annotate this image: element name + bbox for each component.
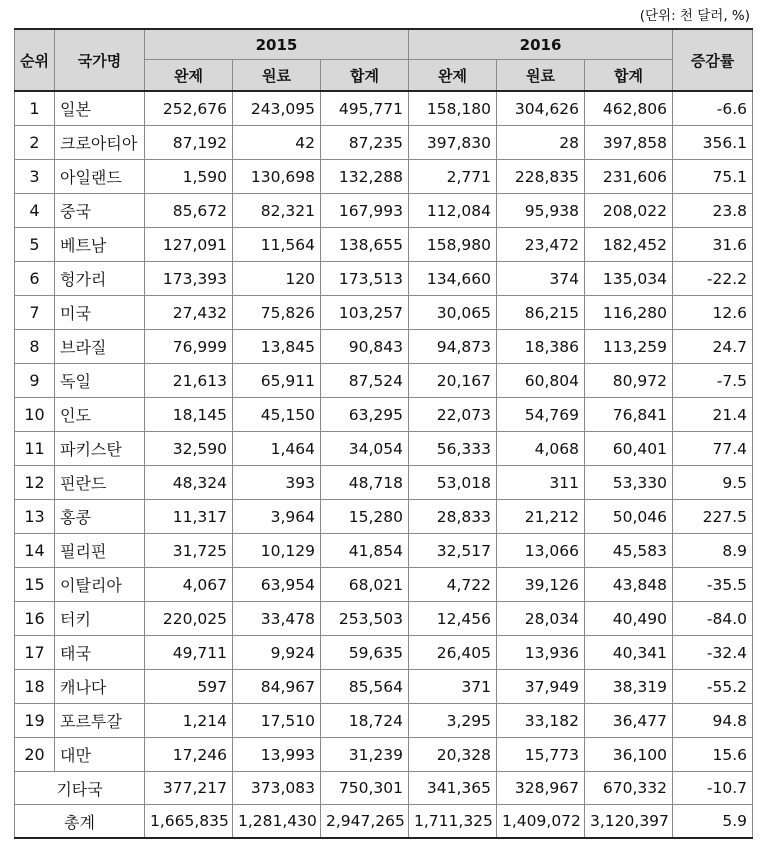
table-header bbox=[15, 29, 753, 91]
value-cell: 1,711,325 bbox=[409, 805, 497, 839]
value-cell: 37,949 bbox=[497, 670, 585, 704]
table-row bbox=[15, 466, 753, 500]
change-cell: 8.9 bbox=[673, 534, 753, 568]
change-cell: 21.4 bbox=[673, 398, 753, 432]
country-cell: 핀란드 bbox=[55, 466, 145, 500]
value-cell: 56,333 bbox=[409, 432, 497, 466]
change-cell: 12.6 bbox=[673, 296, 753, 330]
change-cell: -32.4 bbox=[673, 636, 753, 670]
value-cell: 60,401 bbox=[585, 432, 673, 466]
change-cell: 5.9 bbox=[673, 805, 753, 839]
value-cell: 36,477 bbox=[585, 704, 673, 738]
country-cell: 터키 bbox=[55, 602, 145, 636]
value-cell: 13,993 bbox=[233, 738, 321, 772]
value-cell: 377,217 bbox=[145, 772, 233, 805]
value-cell: 80,972 bbox=[585, 364, 673, 398]
table-row bbox=[15, 602, 753, 636]
value-cell: 127,091 bbox=[145, 228, 233, 262]
value-cell: 1,464 bbox=[233, 432, 321, 466]
table-row bbox=[15, 670, 753, 704]
value-cell: 28,833 bbox=[409, 500, 497, 534]
value-cell: 28,034 bbox=[497, 602, 585, 636]
value-cell: 158,980 bbox=[409, 228, 497, 262]
value-cell: 23,472 bbox=[497, 228, 585, 262]
value-cell: 68,021 bbox=[321, 568, 409, 602]
value-cell: 48,718 bbox=[321, 466, 409, 500]
value-cell: 53,330 bbox=[585, 466, 673, 500]
value-cell: 4,067 bbox=[145, 568, 233, 602]
rank-cell: 11 bbox=[15, 432, 55, 466]
table-row bbox=[15, 534, 753, 568]
header-year-2015: 2015 bbox=[145, 29, 409, 60]
value-cell: 42 bbox=[233, 126, 321, 160]
value-cell: 253,503 bbox=[321, 602, 409, 636]
value-cell: 95,938 bbox=[497, 194, 585, 228]
value-cell: 32,517 bbox=[409, 534, 497, 568]
value-cell: 60,804 bbox=[497, 364, 585, 398]
value-cell: 231,606 bbox=[585, 160, 673, 194]
change-cell: -10.7 bbox=[673, 772, 753, 805]
value-cell: 311 bbox=[497, 466, 585, 500]
value-cell: 670,332 bbox=[585, 772, 673, 805]
country-cell: 독일 bbox=[55, 364, 145, 398]
value-cell: 45,150 bbox=[233, 398, 321, 432]
value-cell: 243,095 bbox=[233, 91, 321, 126]
value-cell: 3,964 bbox=[233, 500, 321, 534]
rank-cell: 5 bbox=[15, 228, 55, 262]
value-cell: 90,843 bbox=[321, 330, 409, 364]
value-cell: 397,858 bbox=[585, 126, 673, 160]
value-cell: 40,341 bbox=[585, 636, 673, 670]
value-cell: 13,936 bbox=[497, 636, 585, 670]
rank-cell: 17 bbox=[15, 636, 55, 670]
table-body bbox=[15, 91, 753, 838]
others-label: 기타국 bbox=[15, 772, 145, 805]
value-cell: 304,626 bbox=[497, 91, 585, 126]
value-cell: 85,564 bbox=[321, 670, 409, 704]
others-row bbox=[15, 772, 753, 805]
rank-cell: 10 bbox=[15, 398, 55, 432]
change-cell: -55.2 bbox=[673, 670, 753, 704]
rank-cell: 15 bbox=[15, 568, 55, 602]
value-cell: 31,239 bbox=[321, 738, 409, 772]
rank-cell: 7 bbox=[15, 296, 55, 330]
value-cell: 12,456 bbox=[409, 602, 497, 636]
value-cell: 87,235 bbox=[321, 126, 409, 160]
change-cell: -22.2 bbox=[673, 262, 753, 296]
value-cell: 45,583 bbox=[585, 534, 673, 568]
value-cell: 182,452 bbox=[585, 228, 673, 262]
value-cell: 750,301 bbox=[321, 772, 409, 805]
value-cell: 38,319 bbox=[585, 670, 673, 704]
value-cell: 34,054 bbox=[321, 432, 409, 466]
value-cell: 75,826 bbox=[233, 296, 321, 330]
value-cell: 21,613 bbox=[145, 364, 233, 398]
change-cell: 15.6 bbox=[673, 738, 753, 772]
value-cell: 48,324 bbox=[145, 466, 233, 500]
value-cell: 15,280 bbox=[321, 500, 409, 534]
value-cell: 112,084 bbox=[409, 194, 497, 228]
value-cell: 495,771 bbox=[321, 91, 409, 126]
value-cell: 63,295 bbox=[321, 398, 409, 432]
value-cell: 10,129 bbox=[233, 534, 321, 568]
table-row bbox=[15, 91, 753, 126]
header-country: 국가명 bbox=[55, 29, 145, 91]
change-cell: 31.6 bbox=[673, 228, 753, 262]
value-cell: 18,724 bbox=[321, 704, 409, 738]
table-row bbox=[15, 568, 753, 602]
value-cell: 597 bbox=[145, 670, 233, 704]
value-cell: 28 bbox=[497, 126, 585, 160]
value-cell: 15,773 bbox=[497, 738, 585, 772]
value-cell: 94,873 bbox=[409, 330, 497, 364]
value-cell: 393 bbox=[233, 466, 321, 500]
value-cell: 252,676 bbox=[145, 91, 233, 126]
value-cell: 1,590 bbox=[145, 160, 233, 194]
change-cell: 23.8 bbox=[673, 194, 753, 228]
value-cell: 173,513 bbox=[321, 262, 409, 296]
value-cell: 41,854 bbox=[321, 534, 409, 568]
rank-cell: 18 bbox=[15, 670, 55, 704]
value-cell: 4,068 bbox=[497, 432, 585, 466]
value-cell: 65,911 bbox=[233, 364, 321, 398]
value-cell: 59,635 bbox=[321, 636, 409, 670]
value-cell: 220,025 bbox=[145, 602, 233, 636]
change-cell: 77.4 bbox=[673, 432, 753, 466]
header-sub: 합계 bbox=[585, 60, 673, 92]
value-cell: 33,182 bbox=[497, 704, 585, 738]
rank-cell: 8 bbox=[15, 330, 55, 364]
change-cell: 9.5 bbox=[673, 466, 753, 500]
value-cell: 4,722 bbox=[409, 568, 497, 602]
table-row bbox=[15, 262, 753, 296]
value-cell: 328,967 bbox=[497, 772, 585, 805]
table-row bbox=[15, 194, 753, 228]
rank-cell: 3 bbox=[15, 160, 55, 194]
rank-cell: 1 bbox=[15, 91, 55, 126]
value-cell: 462,806 bbox=[585, 91, 673, 126]
value-cell: 374 bbox=[497, 262, 585, 296]
change-cell: -6.6 bbox=[673, 91, 753, 126]
header-change-rate: 증감률 bbox=[673, 29, 753, 91]
value-cell: 113,259 bbox=[585, 330, 673, 364]
change-cell: 24.7 bbox=[673, 330, 753, 364]
value-cell: 40,490 bbox=[585, 602, 673, 636]
value-cell: 76,841 bbox=[585, 398, 673, 432]
value-cell: 208,022 bbox=[585, 194, 673, 228]
country-cell: 홍콩 bbox=[55, 500, 145, 534]
value-cell: 13,845 bbox=[233, 330, 321, 364]
total-row bbox=[15, 805, 753, 839]
change-cell: 356.1 bbox=[673, 126, 753, 160]
value-cell: 1,281,430 bbox=[233, 805, 321, 839]
change-cell: -7.5 bbox=[673, 364, 753, 398]
rank-cell: 20 bbox=[15, 738, 55, 772]
unit-note: (단위: 천 달러, %) bbox=[639, 8, 750, 24]
value-cell: 120 bbox=[233, 262, 321, 296]
value-cell: 87,192 bbox=[145, 126, 233, 160]
value-cell: 228,835 bbox=[497, 160, 585, 194]
country-cell: 포르투갈 bbox=[55, 704, 145, 738]
country-cell: 대만 bbox=[55, 738, 145, 772]
value-cell: 373,083 bbox=[233, 772, 321, 805]
change-cell: 94.8 bbox=[673, 704, 753, 738]
rank-cell: 13 bbox=[15, 500, 55, 534]
value-cell: 85,672 bbox=[145, 194, 233, 228]
table-row bbox=[15, 364, 753, 398]
value-cell: 11,564 bbox=[233, 228, 321, 262]
header-sub: 원료 bbox=[233, 60, 321, 92]
rank-cell: 9 bbox=[15, 364, 55, 398]
value-cell: 49,711 bbox=[145, 636, 233, 670]
country-cell: 파키스탄 bbox=[55, 432, 145, 466]
rank-cell: 16 bbox=[15, 602, 55, 636]
table-row bbox=[15, 704, 753, 738]
rank-cell: 12 bbox=[15, 466, 55, 500]
country-cell: 중국 bbox=[55, 194, 145, 228]
value-cell: 43,848 bbox=[585, 568, 673, 602]
change-cell: -84.0 bbox=[673, 602, 753, 636]
table-row bbox=[15, 228, 753, 262]
header-rank: 순위 bbox=[15, 29, 55, 91]
rank-cell: 14 bbox=[15, 534, 55, 568]
value-cell: 26,405 bbox=[409, 636, 497, 670]
country-cell: 베트남 bbox=[55, 228, 145, 262]
value-cell: 18,145 bbox=[145, 398, 233, 432]
value-cell: 1,214 bbox=[145, 704, 233, 738]
value-cell: 76,999 bbox=[145, 330, 233, 364]
value-cell: 33,478 bbox=[233, 602, 321, 636]
table-row bbox=[15, 636, 753, 670]
value-cell: 3,120,397 bbox=[585, 805, 673, 839]
header-sub: 완제 bbox=[409, 60, 497, 92]
value-cell: 18,386 bbox=[497, 330, 585, 364]
export-statistics-table bbox=[14, 28, 753, 839]
value-cell: 11,317 bbox=[145, 500, 233, 534]
value-cell: 63,954 bbox=[233, 568, 321, 602]
value-cell: 20,167 bbox=[409, 364, 497, 398]
value-cell: 1,665,835 bbox=[145, 805, 233, 839]
country-cell: 브라질 bbox=[55, 330, 145, 364]
total-label: 총계 bbox=[15, 805, 145, 839]
value-cell: 341,365 bbox=[409, 772, 497, 805]
country-cell: 필리핀 bbox=[55, 534, 145, 568]
rank-cell: 2 bbox=[15, 126, 55, 160]
value-cell: 17,510 bbox=[233, 704, 321, 738]
value-cell: 87,524 bbox=[321, 364, 409, 398]
header-year-2016: 2016 bbox=[409, 29, 673, 60]
value-cell: 39,126 bbox=[497, 568, 585, 602]
country-cell: 인도 bbox=[55, 398, 145, 432]
value-cell: 1,409,072 bbox=[497, 805, 585, 839]
table-row bbox=[15, 160, 753, 194]
value-cell: 397,830 bbox=[409, 126, 497, 160]
value-cell: 173,393 bbox=[145, 262, 233, 296]
value-cell: 135,034 bbox=[585, 262, 673, 296]
value-cell: 32,590 bbox=[145, 432, 233, 466]
value-cell: 103,257 bbox=[321, 296, 409, 330]
country-cell: 일본 bbox=[55, 91, 145, 126]
value-cell: 82,321 bbox=[233, 194, 321, 228]
rank-cell: 4 bbox=[15, 194, 55, 228]
table-row bbox=[15, 738, 753, 772]
country-cell: 미국 bbox=[55, 296, 145, 330]
value-cell: 22,073 bbox=[409, 398, 497, 432]
change-cell: -35.5 bbox=[673, 568, 753, 602]
table-row bbox=[15, 296, 753, 330]
value-cell: 30,065 bbox=[409, 296, 497, 330]
country-cell: 캐나다 bbox=[55, 670, 145, 704]
value-cell: 2,771 bbox=[409, 160, 497, 194]
country-cell: 아일랜드 bbox=[55, 160, 145, 194]
value-cell: 50,046 bbox=[585, 500, 673, 534]
table-row bbox=[15, 500, 753, 534]
value-cell: 132,288 bbox=[321, 160, 409, 194]
value-cell: 158,180 bbox=[409, 91, 497, 126]
country-cell: 태국 bbox=[55, 636, 145, 670]
table-row bbox=[15, 330, 753, 364]
value-cell: 17,246 bbox=[145, 738, 233, 772]
value-cell: 84,967 bbox=[233, 670, 321, 704]
change-cell: 227.5 bbox=[673, 500, 753, 534]
value-cell: 2,947,265 bbox=[321, 805, 409, 839]
country-cell: 이탈리아 bbox=[55, 568, 145, 602]
value-cell: 86,215 bbox=[497, 296, 585, 330]
value-cell: 371 bbox=[409, 670, 497, 704]
header-sub: 완제 bbox=[145, 60, 233, 92]
value-cell: 53,018 bbox=[409, 466, 497, 500]
value-cell: 9,924 bbox=[233, 636, 321, 670]
country-cell: 크로아티아 bbox=[55, 126, 145, 160]
value-cell: 20,328 bbox=[409, 738, 497, 772]
table-row bbox=[15, 398, 753, 432]
header-sub: 원료 bbox=[497, 60, 585, 92]
value-cell: 167,993 bbox=[321, 194, 409, 228]
value-cell: 116,280 bbox=[585, 296, 673, 330]
value-cell: 31,725 bbox=[145, 534, 233, 568]
value-cell: 134,660 bbox=[409, 262, 497, 296]
value-cell: 27,432 bbox=[145, 296, 233, 330]
header-sub: 합계 bbox=[321, 60, 409, 92]
table-row bbox=[15, 126, 753, 160]
rank-cell: 19 bbox=[15, 704, 55, 738]
value-cell: 138,655 bbox=[321, 228, 409, 262]
change-cell: 75.1 bbox=[673, 160, 753, 194]
value-cell: 13,066 bbox=[497, 534, 585, 568]
value-cell: 54,769 bbox=[497, 398, 585, 432]
value-cell: 36,100 bbox=[585, 738, 673, 772]
table-row bbox=[15, 432, 753, 466]
country-cell: 헝가리 bbox=[55, 262, 145, 296]
value-cell: 3,295 bbox=[409, 704, 497, 738]
value-cell: 21,212 bbox=[497, 500, 585, 534]
rank-cell: 6 bbox=[15, 262, 55, 296]
value-cell: 130,698 bbox=[233, 160, 321, 194]
